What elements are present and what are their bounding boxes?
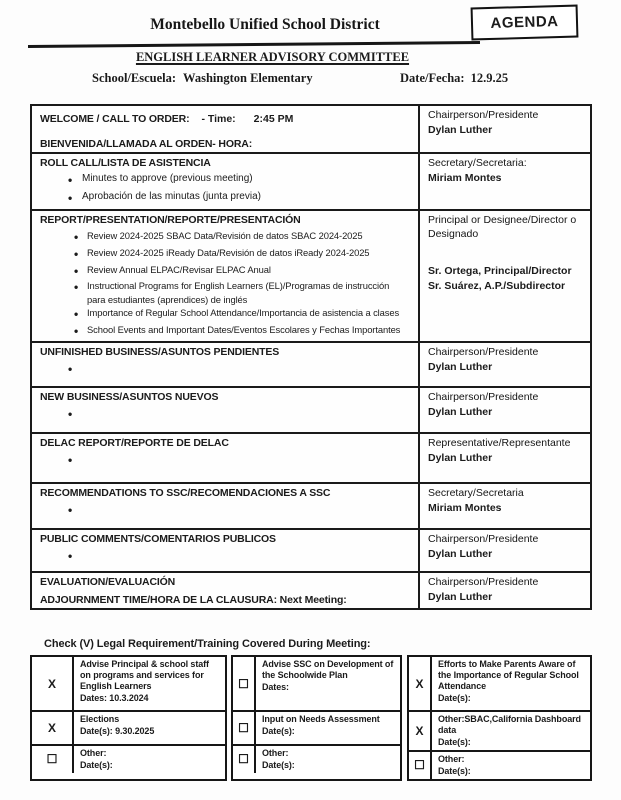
bullet-dot xyxy=(74,323,87,340)
bullet-dot xyxy=(68,172,82,190)
right-role: Chairperson/Presidente xyxy=(428,576,539,589)
legal-date: Date(s): xyxy=(438,736,471,747)
legal-column-3 xyxy=(407,655,592,781)
right-role: Chairperson/Presidente xyxy=(428,109,539,121)
table-row-welcome xyxy=(32,106,590,152)
legal-cell xyxy=(409,750,590,779)
right-name: Dylan Luther xyxy=(428,451,493,464)
bullet-dot xyxy=(74,279,87,305)
right-role: Chairperson/Presidente xyxy=(428,391,539,404)
legal-cell xyxy=(32,657,225,710)
bullet-dot xyxy=(68,548,82,566)
row-title: DELAC REPORT/REPORTE DE DELAC xyxy=(40,437,229,450)
district-title: Montebello Unified School District xyxy=(150,16,380,33)
bullet-item xyxy=(40,452,410,470)
bullet-dot xyxy=(68,190,82,208)
right-name: Dylan Luther xyxy=(428,590,493,603)
table-row-public-comments xyxy=(32,528,590,571)
school-line xyxy=(92,71,313,86)
legal-heading: Check (V) Legal Requirement/Training Covered During Meeting: xyxy=(44,638,371,650)
right-name: Miriam Montes xyxy=(428,171,502,184)
row-title: UNFINISHED BUSINESS/ASUNTOS PENDIENTES xyxy=(40,346,280,359)
right-role: Principal or Designee/Director o Designado xyxy=(428,214,577,240)
bullet-item: • Importance of Regular School Attendance/Importancia de asistencia a clases xyxy=(40,306,410,323)
row-title: REPORT/PRESENTATION/REPORTE/PRESENTACIÓN xyxy=(40,214,301,226)
right-role: Chairperson/Presidente xyxy=(428,533,539,546)
checkbox-mark: ☐ xyxy=(233,712,256,744)
legal-text: Efforts to Make Parents Aware of the Importance of Regular School Attendance xyxy=(438,659,579,691)
legal-text: Input on Needs Assessment xyxy=(262,714,380,724)
bullet-dot xyxy=(68,361,82,379)
right-name: Dylan Luther xyxy=(428,405,493,418)
adjournment-line: ADJOURNMENT TIME/HORA DE LA CLAUSURA: Next Meeting: xyxy=(40,594,347,607)
time-value: 2:45 PM xyxy=(253,113,294,125)
checkbox-mark: ☐ xyxy=(409,752,432,779)
school-name: Washington Elementary xyxy=(183,71,313,85)
legal-column-2 xyxy=(231,655,402,781)
legal-cell xyxy=(32,744,225,773)
table-row-roll-call xyxy=(32,152,590,209)
right-name: Dylan Luther xyxy=(428,123,493,136)
table-row-unfinished-business xyxy=(32,341,590,386)
legal-text: Advise SSC on Development of the Schoolwide Plan xyxy=(262,659,394,680)
row-title: WELCOME / CALL TO ORDER: xyxy=(40,113,190,125)
legal-date: Date(s): xyxy=(262,759,295,770)
bullet-item: • Aprobación de las minutas (junta previa) xyxy=(40,190,410,208)
legal-column-1 xyxy=(30,655,227,781)
bullet-dot xyxy=(68,452,82,470)
legal-date: Dates: 10.3.2024 xyxy=(80,692,149,703)
legal-cell xyxy=(233,744,400,773)
checkbox-mark: X xyxy=(409,657,432,710)
right-role: Chairperson/Presidente xyxy=(428,346,539,359)
bullet-item: • Instructional Programs for English Learners (EL)/Programas de instrucción para estudiantes (aprendices) de inglés xyxy=(40,279,410,305)
bullet-item: • Review Annual ELPAC/Revisar ELPAC Anual xyxy=(40,263,410,280)
school-label: School/Escuela: xyxy=(92,71,177,85)
legal-text: Other: xyxy=(262,748,289,758)
right-staff xyxy=(428,265,582,293)
legal-date: Date(s): xyxy=(262,725,295,736)
staff-name: Sr. Suárez, A.P./Subdirector xyxy=(428,279,566,292)
legal-date: Dates: xyxy=(262,681,289,692)
agenda-table xyxy=(30,104,592,610)
legal-cell xyxy=(233,710,400,744)
table-row-recommendations-ssc xyxy=(32,482,590,528)
legal-date: Date(s): 9.30.2025 xyxy=(80,725,155,736)
legal-date: Date(s): xyxy=(438,692,471,703)
checkbox-mark: X xyxy=(409,712,432,750)
legal-text: Other: xyxy=(80,748,107,758)
legal-cell xyxy=(32,710,225,744)
committee-title: ENGLISH LEARNER ADVISORY COMMITTEE xyxy=(135,50,410,64)
legal-cell xyxy=(409,657,590,710)
row-title: NEW BUSINESS/ASUNTOS NUEVOS xyxy=(40,391,219,404)
row-title: RECOMMENDATIONS TO SSC/RECOMENDACIONES A SSC xyxy=(40,487,331,500)
legal-text: Elections xyxy=(80,714,120,724)
row-title: PUBLIC COMMENTS/COMENTARIOS PUBLICOS xyxy=(40,533,276,546)
checkbox-mark: ☐ xyxy=(32,746,74,773)
bullet-dot xyxy=(68,502,82,520)
bullet-item xyxy=(40,406,410,424)
date-value: 12.9.25 xyxy=(470,71,509,85)
bullet-item xyxy=(40,361,410,379)
bullet-dot xyxy=(74,229,87,246)
bullet-item xyxy=(40,502,410,520)
right-role: Secretary/Secretaria: xyxy=(428,157,527,169)
legal-date: Date(s): xyxy=(438,765,471,776)
header-rule xyxy=(28,41,480,48)
bullet-dot xyxy=(68,406,82,424)
bullet-item: • Minutes to approve (previous meeting) xyxy=(40,172,410,190)
legal-text: Advise Principal & school staff on programs and services for English Learners xyxy=(80,659,209,691)
table-row-delac-report xyxy=(32,432,590,482)
bullet-item: • Review 2024-2025 iReady Data/Revisión de datos iReady 2024-2025 xyxy=(40,246,410,263)
right-name: Dylan Luther xyxy=(428,360,493,373)
row-title: EVALUATION/EVALUACIÓN xyxy=(40,576,176,589)
bullet-dot xyxy=(74,263,87,280)
checkbox-mark: ☐ xyxy=(233,746,256,773)
row-subtitle: BIENVENIDA/LLAMADA AL ORDEN- HORA: xyxy=(40,138,253,150)
legal-date: Date(s): xyxy=(80,759,113,770)
table-row-evaluation xyxy=(32,571,590,608)
checkbox-mark: X xyxy=(32,712,74,744)
time-label: - Time: xyxy=(201,113,236,125)
legal-cell xyxy=(233,657,400,710)
right-name: Miriam Montes xyxy=(428,501,502,514)
bullet-item: • School Events and Important Dates/Eventos Escolares y Fechas Importantes xyxy=(40,323,410,340)
checkbox-mark: X xyxy=(32,657,74,710)
bullet-dot xyxy=(74,246,87,263)
right-role: Representative/Representante xyxy=(428,437,571,450)
date-line xyxy=(400,71,508,86)
legal-cell xyxy=(409,710,590,750)
date-label: Date/Fecha: xyxy=(400,71,465,85)
legal-text: Other:SBAC,California Dashboard data xyxy=(438,714,581,735)
legal-text: Other: xyxy=(438,753,465,764)
bullet-item xyxy=(40,548,410,566)
bullet-item: • Review 2024-2025 SBAC Data/Revisión de datos SBAC 2024-2025 xyxy=(40,229,410,246)
table-row-new-business xyxy=(32,386,590,432)
row-title: ROLL CALL/LISTA DE ASISTENCIA xyxy=(40,157,211,169)
table-row-report xyxy=(32,209,590,341)
staff-name: Sr. Ortega, Principal/Director xyxy=(428,265,572,278)
bullet-dot xyxy=(74,306,87,323)
agenda-badge: AGENDA xyxy=(471,5,579,41)
checkbox-mark: ☐ xyxy=(233,657,256,710)
right-name: Dylan Luther xyxy=(428,547,493,560)
right-role: Secretary/Secretaria xyxy=(428,487,524,500)
legal-table xyxy=(30,655,592,781)
